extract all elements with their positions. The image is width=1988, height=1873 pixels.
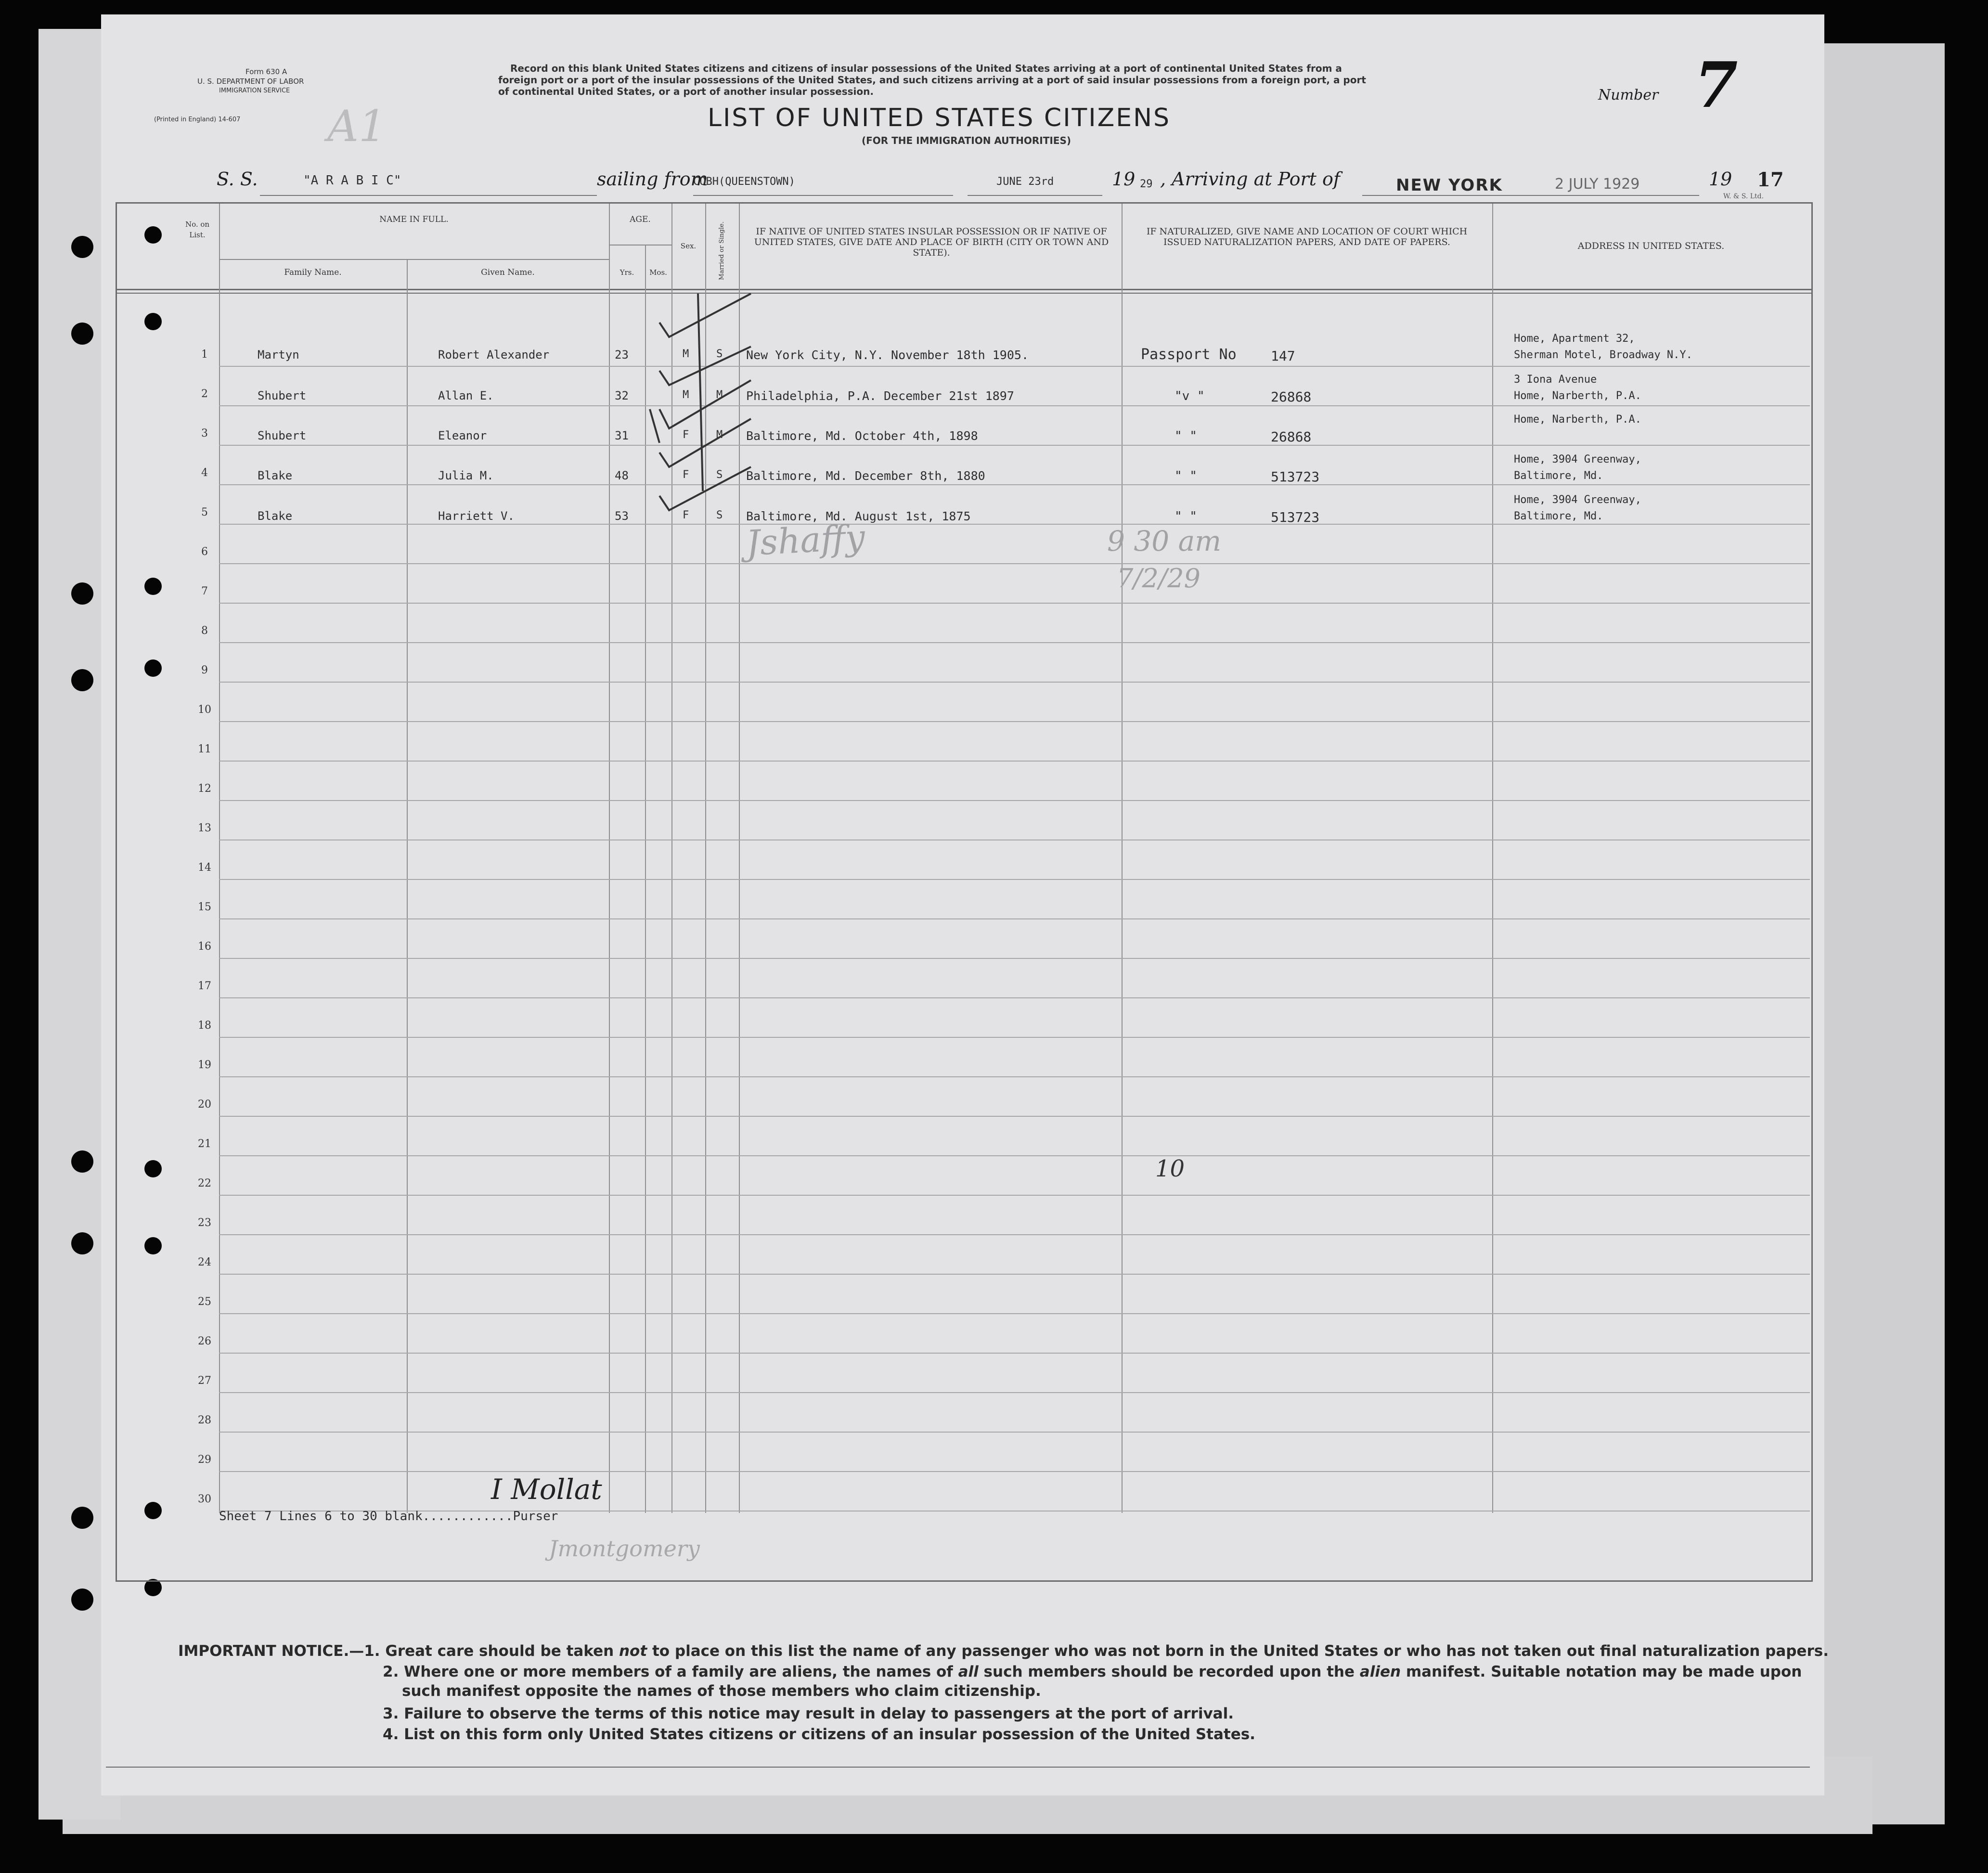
line-number: 18 xyxy=(198,1020,211,1032)
year-suffix-2: 17 xyxy=(1757,168,1784,191)
papers-label-cell: "v " xyxy=(1175,389,1205,403)
ruled-line xyxy=(219,1313,1810,1314)
ruled-line xyxy=(219,1195,1810,1196)
notice-line-1 xyxy=(178,1641,1829,1661)
ship-name: "A R A B I C" xyxy=(303,173,401,188)
punch-hole xyxy=(71,582,93,605)
col-header-native: IF NATIVE OF UNITED STATES INSULAR POSSESSION OR IF NATIVE OF UNITED STATES, GIVE DATE AND PLACE OF BIRTH (CITY OR TOWN AND STATE). xyxy=(754,226,1109,258)
ruled-line xyxy=(219,879,1810,880)
page-subtitle: (FOR THE IMMIGRATION AUTHORITIES) xyxy=(862,135,1071,146)
given-name-cell: Harriett V. xyxy=(438,509,515,523)
birth-cell: Baltimore, Md. August 1st, 1875 xyxy=(746,509,971,523)
sheet-note-dots: ............ xyxy=(422,1509,513,1524)
address-line-2-cell: Sherman Motel, Broadway N.Y. xyxy=(1514,349,1692,361)
manifest-sheet xyxy=(101,14,1829,1795)
marital-status-cell: S xyxy=(716,348,723,360)
corner-mark: A1 xyxy=(327,101,387,152)
family-name-cell: Blake xyxy=(258,509,293,523)
ruled-line xyxy=(219,1471,1810,1472)
notice-line-2b: such manifest opposite the names of those members who claim citizenship. xyxy=(402,1682,1041,1700)
table-header-bottom-2 xyxy=(116,293,1811,294)
sex-cell: F xyxy=(683,469,689,481)
papers-number-cell: 513723 xyxy=(1271,509,1320,525)
notice-item2-emphasis-2: alien xyxy=(1359,1663,1401,1680)
address-line-1-cell: Home, 3904 Greenway, xyxy=(1514,453,1641,465)
family-name-cell: Blake xyxy=(258,469,293,482)
punch-hole xyxy=(71,1507,93,1529)
marital-status-cell: M xyxy=(716,389,723,401)
col-header-name: NAME IN FULL. xyxy=(379,215,449,224)
arriving-label: , Arriving at Port of xyxy=(1160,168,1340,190)
line-number: 30 xyxy=(198,1493,211,1505)
line-number: 24 xyxy=(198,1256,211,1268)
col-header-age: AGE. xyxy=(630,215,651,224)
papers-number-cell: 147 xyxy=(1271,348,1295,364)
sex-cell: F xyxy=(683,509,689,521)
birth-cell: Baltimore, Md. October 4th, 1898 xyxy=(746,429,978,443)
notice-item2-rest: manifest. Suitable notation may be made upon xyxy=(1401,1663,1802,1680)
arrival-stamp: 2 JULY 1929 xyxy=(1555,176,1640,193)
line-number: 8 xyxy=(201,625,208,637)
col-line xyxy=(1492,204,1493,1513)
line-number: 11 xyxy=(198,743,211,755)
marital-status-cell: S xyxy=(716,469,723,481)
given-name-cell: Julia M. xyxy=(438,469,494,482)
sex-cell: F xyxy=(683,429,689,441)
col-header-sex: Sex. xyxy=(680,242,697,250)
line-number: 23 xyxy=(198,1217,211,1229)
given-name-cell: Allan E. xyxy=(438,389,494,402)
col-line xyxy=(609,204,610,1513)
marital-status-cell: S xyxy=(716,509,723,521)
punch-hole xyxy=(71,323,93,345)
punch-hole xyxy=(71,1589,93,1611)
line-number: 15 xyxy=(198,901,211,913)
marital-status-cell: M xyxy=(716,429,723,441)
handwritten-date: 7/2/29 xyxy=(1117,563,1201,594)
notice-item2-mid: such members should be recorded upon the xyxy=(978,1663,1360,1680)
tick-marks xyxy=(631,284,823,544)
sheet-inner-border xyxy=(106,1767,1810,1768)
year-prefix: 19 xyxy=(1112,168,1136,190)
line-number: 10 xyxy=(198,704,211,716)
col-header-yrs: Yrs. xyxy=(620,268,634,277)
address-line-2-cell: Baltimore, Md. xyxy=(1514,510,1603,522)
number-value: 7 xyxy=(1694,48,1738,122)
given-name-cell: Eleanor xyxy=(438,429,487,442)
papers-number-cell: 26868 xyxy=(1271,429,1312,445)
ruled-line xyxy=(219,1155,1810,1156)
ruled-line xyxy=(219,1392,1810,1393)
birth-cell: Baltimore, Md. December 8th, 1880 xyxy=(746,469,985,483)
ruled-line xyxy=(219,1116,1810,1117)
line-number: 6 xyxy=(201,546,208,558)
line-number: 21 xyxy=(198,1138,211,1150)
notice-item2-emphasis-1: all xyxy=(958,1663,979,1680)
ruled-line xyxy=(219,603,1810,604)
punch-hole xyxy=(71,236,93,258)
line-number: 12 xyxy=(198,783,211,795)
col-header-married: Married or Single. xyxy=(718,221,725,280)
line-number: 14 xyxy=(198,862,211,874)
age-cell: 53 xyxy=(615,509,629,523)
papers-label-cell: " " xyxy=(1175,469,1197,483)
col-header-naturalized: IF NATURALIZED, GIVE NAME AND LOCATION OF COURT WHICH ISSUED NATURALIZATION PAPERS, AND DATE OF PAPERS. xyxy=(1146,226,1468,247)
notice-line-4: 4. List on this form only United States citizens or citizens of an insular possession of the United States. xyxy=(383,1726,1255,1743)
ruled-line xyxy=(219,1076,1810,1077)
line-number: 20 xyxy=(198,1098,211,1111)
ruled-line xyxy=(219,1432,1810,1433)
col-header-no: No. on List. xyxy=(185,220,210,239)
family-name-cell: Shubert xyxy=(258,429,307,442)
notice-label: IMPORTANT NOTICE. xyxy=(178,1642,349,1660)
notice-item1: —1. Great care should be taken xyxy=(349,1642,619,1660)
age-cell: 32 xyxy=(615,389,629,402)
instruction-line-3: of continental United States, or a port of another insular possession. xyxy=(498,86,874,97)
birth-cell: New York City, N.Y. November 18th 1905. xyxy=(746,348,1029,362)
ruled-line xyxy=(219,1234,1810,1235)
line-number: 4 xyxy=(201,467,208,479)
printed-note: (Printed in England) 14-607 xyxy=(154,116,241,123)
col-line xyxy=(1122,204,1123,1513)
address-line-2-cell: Home, Narberth, P.A. xyxy=(1514,390,1641,402)
age-cell: 23 xyxy=(615,348,629,362)
ruled-line xyxy=(219,484,1810,485)
ruled-line xyxy=(219,682,1810,683)
ruled-line xyxy=(219,721,1810,722)
papers-label-cell: Passport No xyxy=(1141,346,1237,363)
line-number: 27 xyxy=(198,1375,211,1387)
notice-item1-rest: to place on this list the name of any passenger who was not born in the United States or who has not taken out final naturalization papers. xyxy=(647,1642,1829,1660)
line-number: 17 xyxy=(198,980,211,992)
notice-line-2 xyxy=(383,1662,1802,1681)
table-header-bottom xyxy=(116,289,1811,290)
year-prefix-2: 19 xyxy=(1709,168,1732,190)
second-signature: Jmontgomery xyxy=(549,1536,700,1562)
voyage-underline xyxy=(260,195,597,196)
line-number: 29 xyxy=(198,1454,211,1466)
name-subheader-line xyxy=(219,259,609,260)
col-header-given: Given Name. xyxy=(481,268,535,277)
table-frame xyxy=(116,202,1813,1582)
ruled-line xyxy=(219,1037,1810,1038)
line-number: 9 xyxy=(201,664,208,676)
ruled-line xyxy=(219,918,1810,919)
given-name-cell: Robert Alexander xyxy=(438,348,550,362)
col-line xyxy=(407,260,408,1513)
department: U. S. DEPARTMENT OF LABOR xyxy=(197,77,304,86)
handwritten-time: 9 30 am xyxy=(1107,525,1222,557)
ss-label: S. S. xyxy=(217,168,258,190)
address-line-1-cell: Home, Narberth, P.A. xyxy=(1514,413,1641,426)
instruction-line-1: Record on this blank United States citizens and citizens of insular possessions of the United States arriving at a port of continental United States from a xyxy=(510,63,1342,74)
address-line-1-cell: Home, Apartment 32, xyxy=(1514,333,1635,345)
address-line-1-cell: 3 Iona Avenue xyxy=(1514,374,1597,386)
papers-number-cell: 26868 xyxy=(1271,389,1312,405)
age-cell: 48 xyxy=(615,469,629,482)
ruled-line xyxy=(219,563,1810,564)
number-label: Number xyxy=(1598,87,1659,103)
punch-hole xyxy=(71,1150,93,1173)
line-number: 13 xyxy=(198,822,211,834)
printer-mark: W. & S. Ltd. xyxy=(1723,193,1764,200)
ruled-line xyxy=(219,761,1810,762)
punch-hole xyxy=(71,1232,93,1254)
family-name-cell: Martyn xyxy=(258,348,299,362)
port-from: COBH(QUEENSTOWN) xyxy=(693,176,795,188)
port-to: NEW YORK xyxy=(1396,176,1503,195)
sex-cell: M xyxy=(683,389,689,401)
line-number: 26 xyxy=(198,1335,211,1347)
line-number: 7 xyxy=(201,585,208,597)
address-line-2-cell: Baltimore, Md. xyxy=(1514,470,1603,482)
notice-item1-emphasis: not xyxy=(619,1642,647,1660)
ruled-line xyxy=(219,524,1810,525)
sailing-from-label: sailing from xyxy=(597,168,708,190)
age-cell: 31 xyxy=(615,429,629,442)
col-line xyxy=(219,204,220,1513)
col-header-family: Family Name. xyxy=(284,268,342,277)
ruled-line xyxy=(219,642,1810,643)
instruction-line-2: foreign port or a port of the insular possessions of the United States, and such citizens arriving at a port of said insular possessions from a foreign port, a port xyxy=(498,74,1366,86)
line-number: 25 xyxy=(198,1296,211,1308)
page-title: LIST OF UNITED STATES CITIZENS xyxy=(708,103,1171,132)
purser-label: Purser xyxy=(513,1509,558,1524)
line-number: 16 xyxy=(198,941,211,953)
sex-cell: M xyxy=(683,348,689,360)
year-suffix: 29 xyxy=(1140,178,1153,190)
ruled-line xyxy=(219,1274,1810,1275)
handwritten-page-number: 10 xyxy=(1155,1155,1185,1182)
punch-hole xyxy=(71,669,93,691)
ruled-line xyxy=(219,958,1810,959)
papers-label-cell: " " xyxy=(1175,429,1197,443)
ruled-line xyxy=(219,445,1810,446)
ruled-line xyxy=(219,800,1810,801)
col-header-address: ADDRESS IN UNITED STATES. xyxy=(1577,241,1725,251)
address-line-1-cell: Home, 3904 Greenway, xyxy=(1514,494,1641,506)
line-number: 22 xyxy=(198,1177,211,1189)
sheet-note-text: Sheet 7 Lines 6 to 30 blank xyxy=(219,1509,423,1524)
voyage-underline xyxy=(1362,195,1699,196)
ruled-line xyxy=(219,405,1810,406)
line-number: 5 xyxy=(201,506,208,518)
sailing-date: JUNE 23rd xyxy=(996,176,1054,188)
notice-item2: 2. Where one or more members of a family are aliens, the names of xyxy=(383,1663,958,1680)
family-name-cell: Shubert xyxy=(258,389,307,402)
voyage-underline xyxy=(968,195,1102,196)
inspector-initials: Jshaffy xyxy=(745,517,866,564)
papers-number-cell: 513723 xyxy=(1271,469,1320,485)
notice-line-3: 3. Failure to observe the terms of this notice may result in delay to passengers at the port of arrival. xyxy=(383,1705,1234,1722)
line-number: 2 xyxy=(201,388,208,400)
ruled-line xyxy=(219,366,1810,367)
col-header-mos: Mos. xyxy=(649,268,667,277)
purser-signature: I Mollat xyxy=(491,1473,602,1506)
ruled-line xyxy=(219,997,1810,998)
papers-label-cell: " " xyxy=(1175,509,1197,524)
form-number: Form 630 A xyxy=(245,67,287,76)
service: IMMIGRATION SERVICE xyxy=(219,87,290,94)
line-number: 1 xyxy=(201,349,208,361)
sheet-note xyxy=(219,1509,558,1524)
birth-cell: Philadelphia, P.A. December 21st 1897 xyxy=(746,389,1014,403)
voyage-underline xyxy=(693,195,953,196)
line-number: 3 xyxy=(201,427,208,439)
line-number: 28 xyxy=(198,1414,211,1426)
line-number: 19 xyxy=(198,1059,211,1071)
ruled-line xyxy=(219,1353,1810,1354)
